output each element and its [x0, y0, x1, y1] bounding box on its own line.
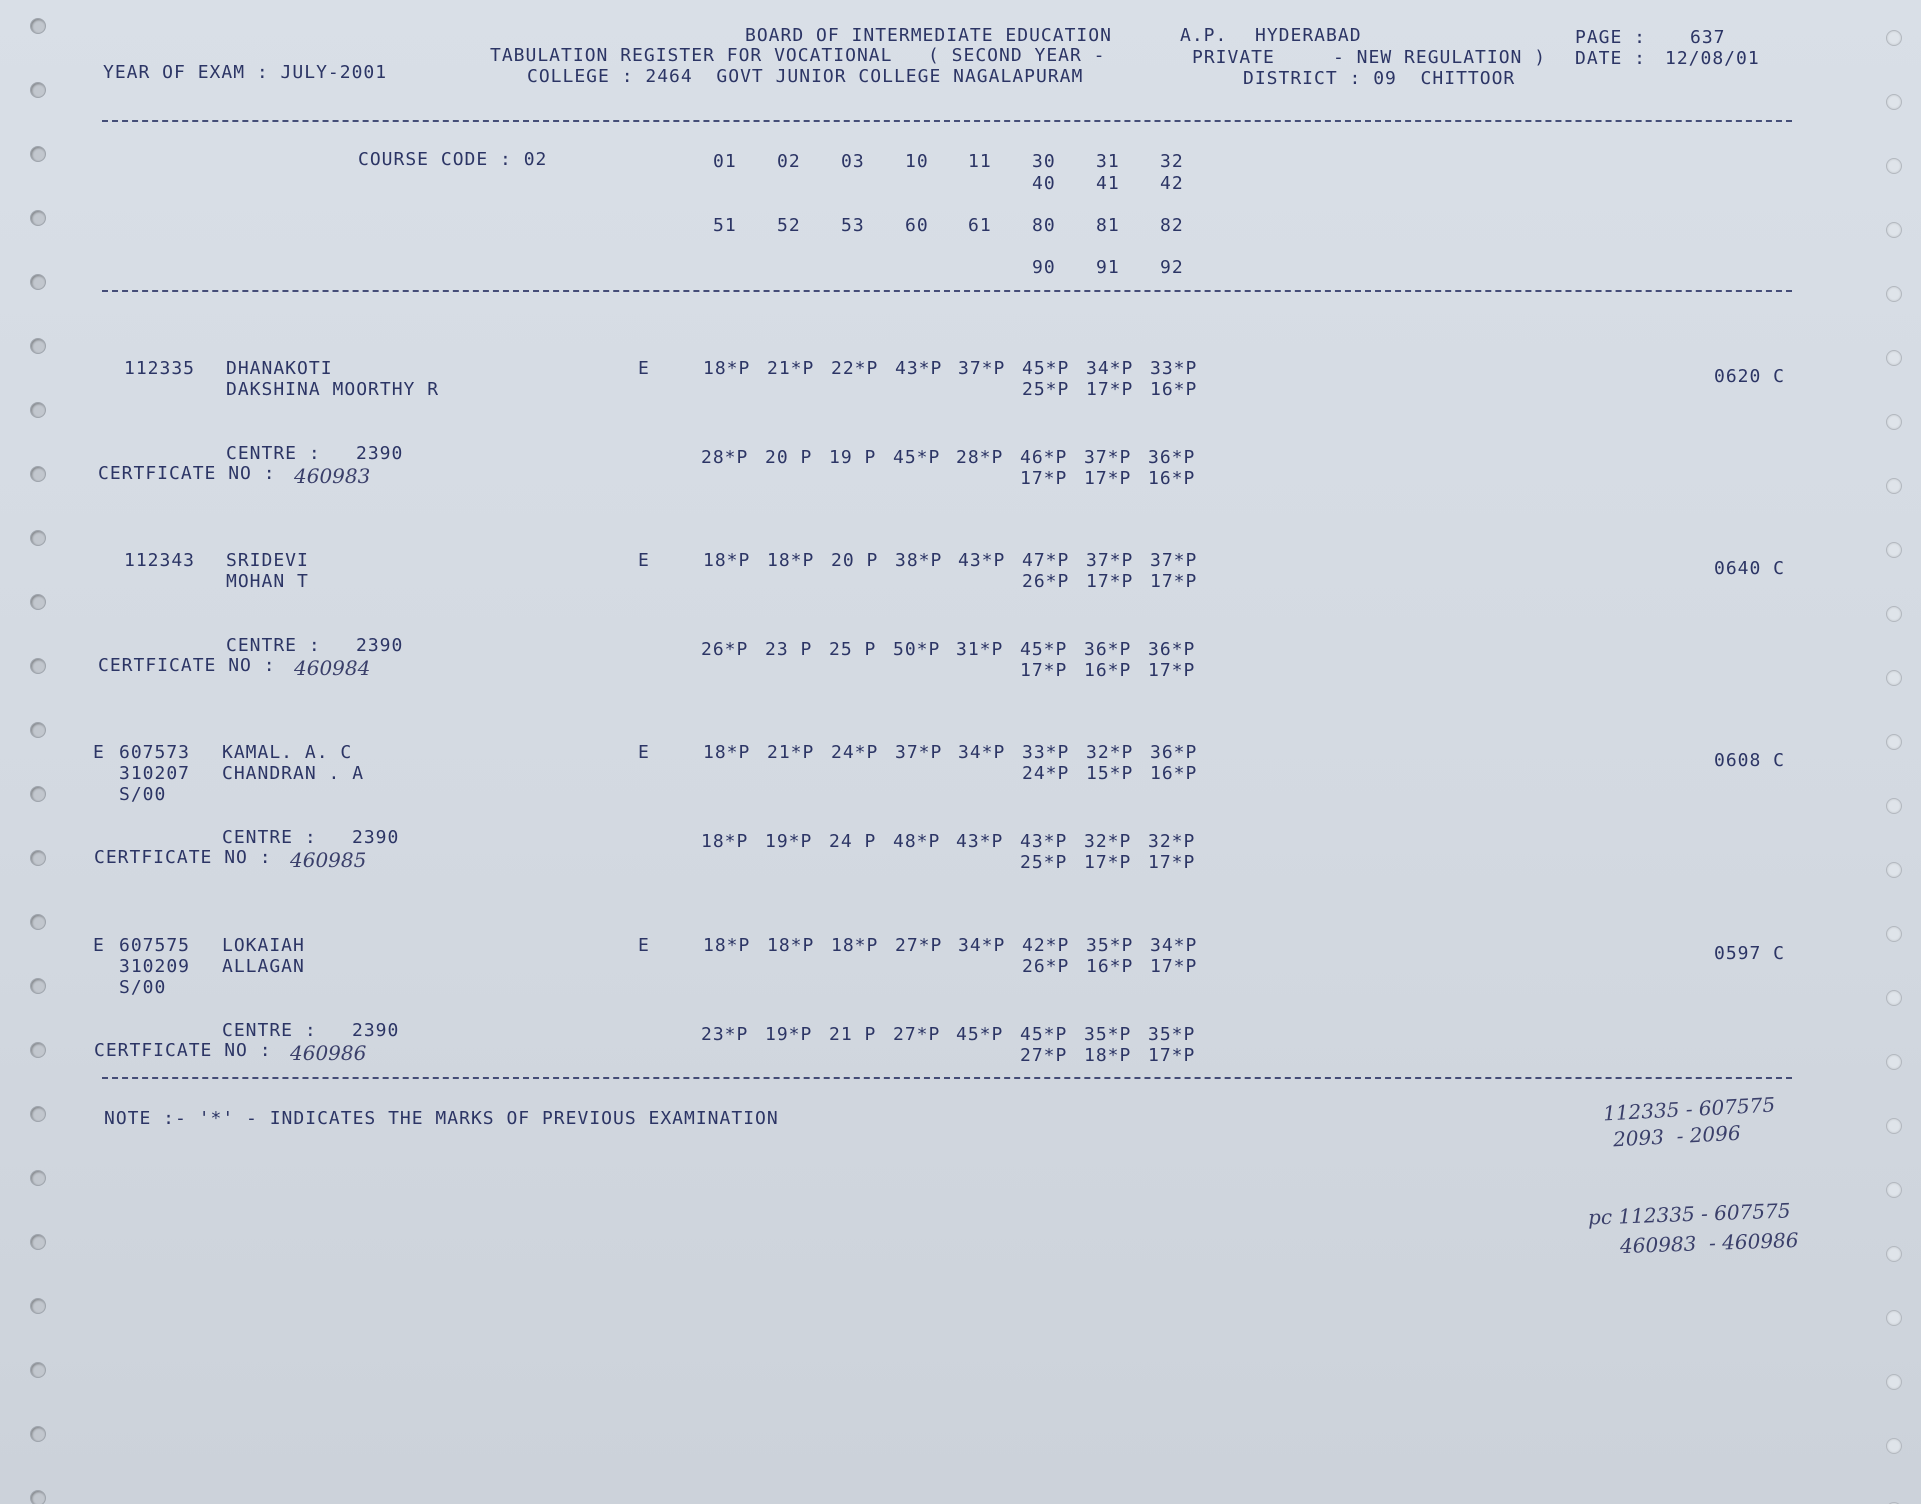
mark-cell: 25*P [1020, 852, 1068, 873]
feed-hole-left [30, 850, 46, 866]
year-of-exam: YEAR OF EXAM : JULY-2001 [103, 62, 388, 83]
mark-cell: 17*P [1148, 1045, 1196, 1066]
certificate-number-handwritten: 460985 [290, 848, 367, 872]
mark-cell: 16*P [1148, 468, 1196, 489]
course-subjects-row1 [0, 149, 1921, 172]
handwritten-range-3: pc 112335 - 607575 [1587, 1198, 1791, 1230]
student-medium: E [638, 358, 650, 379]
mark-cell: 18*P [703, 358, 751, 379]
feed-hole-left [30, 402, 46, 418]
regulation: - NEW REGULATION ) [1333, 47, 1547, 68]
centre-label: CENTRE : [222, 827, 317, 848]
certificate-label: CERTFICATE NO : [94, 847, 272, 868]
mark-cell: 18*P [767, 550, 815, 571]
feed-hole-right [1886, 158, 1902, 174]
student-extra-code: S/00 [119, 977, 167, 998]
feed-hole-left [30, 82, 46, 98]
mark-cell: 28*P [956, 447, 1004, 468]
student-name: DHANAKOTI [226, 358, 333, 379]
mark-cell: 17*P [1020, 660, 1068, 681]
mark-cell: 36*P [1084, 639, 1132, 660]
feed-hole-right [1886, 1118, 1902, 1134]
mark-cell: 18*P [703, 935, 751, 956]
mark-cell: 36*P [1148, 447, 1196, 468]
mark-cell: 16*P [1150, 763, 1198, 784]
mark-cell: 45*P [1020, 639, 1068, 660]
mark-cell: 26*P [1022, 571, 1070, 592]
student-guardian-name: ALLAGAN [222, 956, 305, 977]
course-subjects-row3 [0, 258, 1921, 278]
student-medium: E [638, 550, 650, 571]
feed-hole-right [1886, 414, 1902, 430]
course-subject-code: 61 [968, 215, 992, 236]
mark-cell: 16*P [1150, 379, 1198, 400]
feed-hole-left [30, 786, 46, 802]
mark-cell: 18*P [831, 935, 879, 956]
student-name: KAMAL. A. C [222, 742, 353, 763]
feed-hole-right [1886, 478, 1902, 494]
student-extra-code: S/00 [119, 784, 167, 805]
mark-cell: 27*P [895, 935, 943, 956]
mark-cell: 50*P [893, 639, 941, 660]
feed-hole-right [1886, 1438, 1902, 1454]
feed-hole-right [1886, 542, 1902, 558]
footer-note: NOTE :- '*' - INDICATES THE MARKS OF PREVIOUS EXAMINATION [104, 1108, 779, 1129]
certificate-label: CERTFICATE NO : [98, 463, 276, 484]
mark-cell: 46*P [1020, 447, 1068, 468]
mark-cell: 34*P [958, 742, 1006, 763]
student-total-result: 0620 C [1714, 366, 1786, 387]
board-title: BOARD OF INTERMEDIATE EDUCATION [745, 25, 1112, 46]
mark-cell: 45*P [893, 447, 941, 468]
course-subject-code: 03 [841, 151, 865, 172]
feed-hole-left [30, 1362, 46, 1378]
course-subject-code: 40 [1032, 173, 1056, 194]
mark-cell: 18*P [1084, 1045, 1132, 1066]
feed-hole-left [30, 1490, 46, 1504]
district-line: DISTRICT : 09 CHITTOOR [1243, 68, 1516, 89]
feed-hole-left [30, 146, 46, 162]
mark-cell: 35*P [1148, 1024, 1196, 1045]
course-subject-code: 91 [1096, 257, 1120, 278]
feed-hole-right [1886, 222, 1902, 238]
mark-cell: 17*P [1084, 468, 1132, 489]
certificate-number-handwritten: 460984 [294, 656, 371, 680]
course-subject-code: 53 [841, 215, 865, 236]
mark-cell: 20 P [765, 447, 813, 468]
mark-cell: 33*P [1150, 358, 1198, 379]
mark-cell: 36*P [1148, 639, 1196, 660]
student-hall-ticket: 112335 [124, 358, 196, 379]
feed-hole-right [1886, 94, 1902, 110]
feed-hole-left [30, 18, 46, 34]
mark-cell: 36*P [1150, 742, 1198, 763]
mark-cell: 17*P [1086, 571, 1134, 592]
mark-cell: 17*P [1150, 956, 1198, 977]
mark-cell: 42*P [1022, 935, 1070, 956]
page-label: PAGE : [1575, 27, 1647, 48]
mark-cell: 37*P [1084, 447, 1132, 468]
mark-cell: 34*P [1086, 358, 1134, 379]
feed-hole-left [30, 914, 46, 930]
mark-cell: 21*P [767, 358, 815, 379]
college-line: COLLEGE : 2464 GOVT JUNIOR COLLEGE NAGALAPURAM [527, 66, 1084, 87]
mark-cell: 20 P [831, 550, 879, 571]
feed-hole-left [30, 274, 46, 290]
course-subject-code: 31 [1096, 151, 1120, 172]
feed-hole-left [30, 1298, 46, 1314]
feed-hole-right [1886, 862, 1902, 878]
feed-hole-left [30, 978, 46, 994]
mark-cell: 38*P [895, 550, 943, 571]
student-name: LOKAIAH [222, 935, 305, 956]
mark-cell: 16*P [1086, 956, 1134, 977]
dashed-rule-bottom [102, 1077, 1792, 1079]
mark-cell: 18*P [703, 550, 751, 571]
date-label: DATE : [1575, 48, 1647, 69]
course-subject-code: 11 [968, 151, 992, 172]
mark-cell: 18*P [701, 831, 749, 852]
mark-cell: 33*P [1022, 742, 1070, 763]
mark-cell: 18*P [703, 742, 751, 763]
certificate-label: CERTFICATE NO : [98, 655, 276, 676]
centre-number: 2390 [352, 827, 400, 848]
mark-cell: 45*P [1020, 1024, 1068, 1045]
feed-hole-right [1886, 798, 1902, 814]
course-subject-code: 52 [777, 215, 801, 236]
feed-hole-right [1886, 350, 1902, 366]
mark-cell: 19 P [829, 447, 877, 468]
mark-cell: 34*P [958, 935, 1006, 956]
course-subject-code: 81 [1096, 215, 1120, 236]
centre-number: 2390 [356, 443, 404, 464]
mark-cell: 15*P [1086, 763, 1134, 784]
student-hall-ticket: 607575 [119, 935, 191, 956]
mark-cell: 24*P [831, 742, 879, 763]
course-subjects-row2 [0, 216, 1921, 236]
mark-cell: 19*P [765, 1024, 813, 1045]
handwritten-range-1: 112335 - 607575 [1602, 1092, 1776, 1126]
student-id-prefix: E [93, 935, 105, 956]
course-subject-code: 82 [1160, 215, 1184, 236]
mark-cell: 45*P [1022, 358, 1070, 379]
feed-hole-right [1886, 1310, 1902, 1326]
mark-cell: 45*P [956, 1024, 1004, 1045]
mark-cell: 21*P [767, 742, 815, 763]
feed-hole-left [30, 1234, 46, 1250]
mark-cell: 17*P [1086, 379, 1134, 400]
feed-hole-right [1886, 926, 1902, 942]
mark-cell: 17*P [1148, 852, 1196, 873]
date-value: 12/08/01 [1665, 48, 1760, 69]
centre-label: CENTRE : [222, 1020, 317, 1041]
mark-cell: 24*P [1022, 763, 1070, 784]
student-sub-id: 310207 [119, 763, 191, 784]
student-total-result: 0640 C [1714, 558, 1786, 579]
mark-cell: 35*P [1084, 1024, 1132, 1045]
mark-cell: 28*P [701, 447, 749, 468]
exam-category: PRIVATE [1192, 47, 1275, 68]
course-subject-code: 42 [1160, 173, 1184, 194]
course-subject-code: 60 [905, 215, 929, 236]
mark-cell: 37*P [895, 742, 943, 763]
feed-hole-left [30, 1106, 46, 1122]
mark-cell: 47*P [1022, 550, 1070, 571]
certificate-label: CERTFICATE NO : [94, 1040, 272, 1061]
certificate-number-handwritten: 460986 [290, 1041, 367, 1065]
course-subject-code: 90 [1032, 257, 1056, 278]
mark-cell: 21 P [829, 1024, 877, 1045]
feed-hole-left [30, 722, 46, 738]
mark-cell: 37*P [1150, 550, 1198, 571]
feed-hole-right [1886, 734, 1902, 750]
course-subject-code: 30 [1032, 151, 1056, 172]
mark-cell: 34*P [1150, 935, 1198, 956]
mark-cell: 26*P [701, 639, 749, 660]
feed-hole-left [30, 594, 46, 610]
mark-cell: 24 P [829, 831, 877, 852]
mark-cell: 48*P [893, 831, 941, 852]
feed-hole-left [30, 338, 46, 354]
student-guardian-name: CHANDRAN . A [222, 763, 365, 784]
feed-hole-right [1886, 1182, 1902, 1198]
course-subject-code: 80 [1032, 215, 1056, 236]
student-hall-ticket: 112343 [124, 550, 196, 571]
mark-cell: 23*P [701, 1024, 749, 1045]
dashed-rule-course [102, 290, 1792, 292]
dashed-rule-top [102, 120, 1792, 122]
course-code: COURSE CODE : 02 [358, 149, 548, 170]
centre-label: CENTRE : [226, 635, 321, 656]
student-name: SRIDEVI [226, 550, 309, 571]
mark-cell: 16*P [1084, 660, 1132, 681]
mark-cell: 43*P [1020, 831, 1068, 852]
feed-hole-left [30, 1042, 46, 1058]
mark-cell: 25*P [1022, 379, 1070, 400]
mark-cell: 27*P [1020, 1045, 1068, 1066]
mark-cell: 37*P [958, 358, 1006, 379]
feed-hole-left [30, 1170, 46, 1186]
course-subject-code: 51 [713, 215, 737, 236]
course-subjects-row1b [0, 174, 1921, 194]
board-city: HYDERABAD [1255, 25, 1362, 46]
mark-cell: 31*P [956, 639, 1004, 660]
mark-cell: 17*P [1150, 571, 1198, 592]
student-guardian-name: DAKSHINA MOORTHY R [226, 379, 440, 400]
mark-cell: 27*P [893, 1024, 941, 1045]
feed-hole-right [1886, 670, 1902, 686]
student-sub-id: 310209 [119, 956, 191, 977]
page-number: 637 [1690, 27, 1726, 48]
mark-cell: 43*P [956, 831, 1004, 852]
student-hall-ticket: 607573 [119, 742, 191, 763]
student-total-result: 0597 C [1714, 943, 1786, 964]
certificate-number-handwritten: 460983 [294, 464, 371, 488]
mark-cell: 17*P [1148, 660, 1196, 681]
feed-hole-right [1886, 286, 1902, 302]
student-medium: E [638, 742, 650, 763]
mark-cell: 43*P [958, 550, 1006, 571]
mark-cell: 43*P [895, 358, 943, 379]
student-id-prefix: E [93, 742, 105, 763]
feed-hole-right [1886, 1374, 1902, 1390]
mark-cell: 19*P [765, 831, 813, 852]
centre-number: 2390 [356, 635, 404, 656]
handwritten-range-4: 460983 - 460986 [1619, 1227, 1799, 1259]
mark-cell: 17*P [1084, 852, 1132, 873]
course-subject-code: 41 [1096, 173, 1120, 194]
centre-label: CENTRE : [226, 443, 321, 464]
mark-cell: 26*P [1022, 956, 1070, 977]
feed-hole-right [1886, 30, 1902, 46]
student-guardian-name: MOHAN T [226, 571, 309, 592]
mark-cell: 25 P [829, 639, 877, 660]
feed-hole-right [1886, 1246, 1902, 1262]
board-state: A.P. [1180, 25, 1228, 46]
mark-cell: 32*P [1148, 831, 1196, 852]
mark-cell: 37*P [1086, 550, 1134, 571]
mark-cell: 18*P [767, 935, 815, 956]
mark-cell: 35*P [1086, 935, 1134, 956]
mark-cell: 32*P [1084, 831, 1132, 852]
student-total-result: 0608 C [1714, 750, 1786, 771]
handwritten-range-2: 2093 - 2096 [1612, 1120, 1742, 1152]
course-subject-code: 01 [713, 151, 737, 172]
centre-number: 2390 [352, 1020, 400, 1041]
student-medium: E [638, 935, 650, 956]
feed-hole-right [1886, 606, 1902, 622]
feed-hole-right [1886, 1054, 1902, 1070]
feed-hole-left [30, 466, 46, 482]
course-subject-code: 32 [1160, 151, 1184, 172]
register-title: TABULATION REGISTER FOR VOCATIONAL ( SECOND YEAR - [490, 45, 1106, 66]
course-subject-code: 10 [905, 151, 929, 172]
mark-cell: 23 P [765, 639, 813, 660]
course-subject-code: 02 [777, 151, 801, 172]
mark-cell: 32*P [1086, 742, 1134, 763]
feed-hole-right [1886, 990, 1902, 1006]
mark-cell: 22*P [831, 358, 879, 379]
feed-hole-left [30, 1426, 46, 1442]
mark-cell: 17*P [1020, 468, 1068, 489]
feed-hole-left [30, 210, 46, 226]
feed-hole-left [30, 658, 46, 674]
feed-hole-left [30, 530, 46, 546]
course-subject-code: 92 [1160, 257, 1184, 278]
